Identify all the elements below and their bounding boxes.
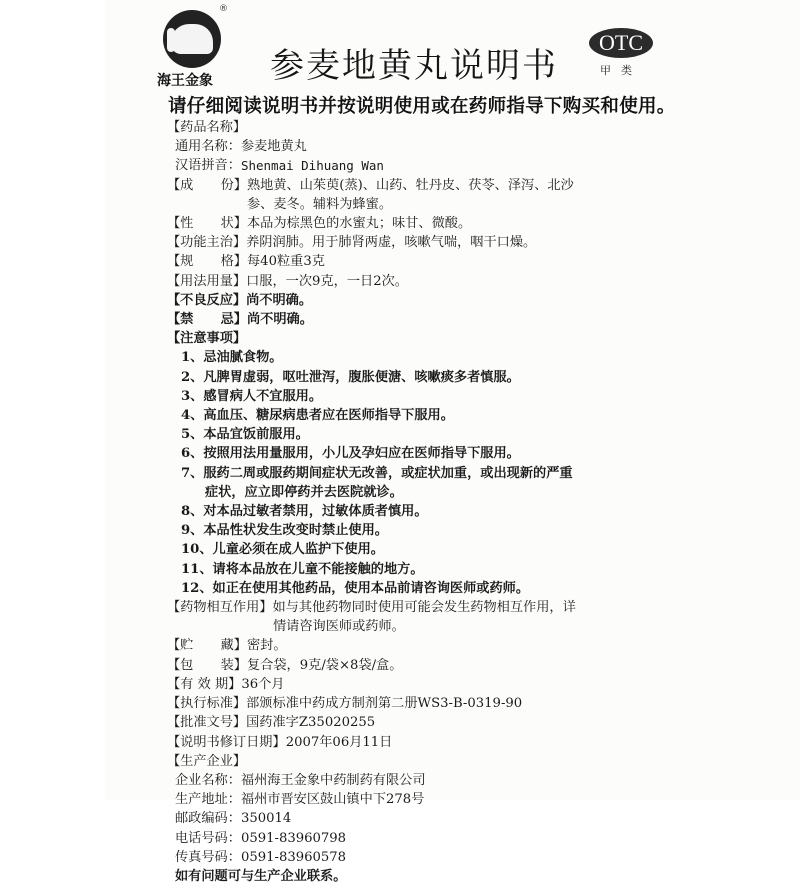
page-title: 参麦地黄丸说明书 bbox=[270, 46, 558, 86]
section-revision-date bbox=[167, 733, 707, 752]
adverse-reactions-text: 尚不明确。 bbox=[246, 292, 313, 308]
specification-text: 每40粒重3克 bbox=[247, 254, 325, 270]
section-validity bbox=[167, 675, 707, 694]
field-label: 汉语拼音： bbox=[175, 158, 241, 174]
properties-text: 本品为棕黑色的水蜜丸；味甘、微酸。 bbox=[247, 216, 472, 232]
precaution-item: 1、忌油腻食物。 bbox=[181, 350, 283, 366]
precaution-item: 3、感冒病人不宜服用。 bbox=[181, 388, 323, 404]
precaution-item-cont: 症状，应立即停药并去医院就诊。 bbox=[205, 484, 403, 500]
section-label: 【有 效 期】 bbox=[167, 676, 242, 692]
packaging-text: 复合袋，9克/袋×8袋/盒。 bbox=[247, 657, 403, 673]
section-label: 【贮 藏】 bbox=[167, 638, 247, 654]
interactions-text-cont: 情请咨询医师或药师。 bbox=[273, 619, 405, 635]
section-approval bbox=[167, 713, 707, 732]
dosage-text: 口服，一次9克，一日2次。 bbox=[246, 273, 408, 289]
generic-name: 参麦地黄丸 bbox=[240, 139, 307, 155]
postcode: 350014 bbox=[240, 811, 292, 827]
section-label: 【药物相互作用】 bbox=[167, 600, 273, 616]
section-adverse-reactions bbox=[167, 291, 707, 310]
section-label: 【药品名称】 bbox=[167, 120, 247, 135]
section-contraindications bbox=[167, 310, 707, 329]
precaution-item: 6、按照用法用量服用，小儿及孕妇应在医师指导下服用。 bbox=[181, 446, 520, 462]
section-packaging bbox=[167, 656, 707, 675]
section-label: 【批准文号】 bbox=[167, 715, 247, 731]
precaution-item: 4、高血压、糖尿病患者应在医师指导下服用。 bbox=[181, 408, 454, 424]
section-interactions bbox=[167, 598, 707, 636]
brand-name: 海王金象 bbox=[157, 73, 213, 89]
field-label: 传真号码： bbox=[175, 849, 241, 865]
precaution-item: 11、请将本品放在儿童不能接触的地方。 bbox=[181, 561, 424, 577]
section-dosage bbox=[167, 272, 707, 291]
precaution-item: 7、服药二周或服药期间症状无改善，或症状加重，或出现新的严重 bbox=[181, 465, 573, 481]
section-precautions bbox=[167, 329, 707, 598]
approval-number: 国药准字Z35020255 bbox=[246, 715, 376, 731]
precaution-item: 12、如正在使用其他药品，使用本品前请咨询医师或药师。 bbox=[181, 580, 530, 596]
otc-class-label: 甲类 bbox=[600, 64, 642, 77]
section-label: 【成 份】 bbox=[167, 177, 247, 193]
field-label: 邮政编码： bbox=[175, 811, 241, 827]
section-ingredients bbox=[167, 176, 707, 214]
field-label: 企业名称： bbox=[175, 772, 241, 788]
storage-text: 密封。 bbox=[247, 638, 287, 654]
standard-text: 部颁标准中药成方制剂第二册WS3-B-0319-90 bbox=[246, 696, 523, 712]
precaution-item: 2、凡脾胃虚弱，呕吐泄泻，腹胀便溏、咳嗽痰多者慎服。 bbox=[181, 369, 520, 385]
contraindications-text: 尚不明确。 bbox=[247, 312, 313, 328]
precaution-item: 8、对本品过敏者禁用，过敏体质者慎用。 bbox=[181, 504, 428, 520]
section-label: 【性 状】 bbox=[167, 216, 247, 232]
field-label: 通用名称： bbox=[175, 139, 241, 155]
otc-badge: OTC bbox=[589, 28, 653, 58]
elephant-body-icon bbox=[171, 24, 213, 54]
indications-text: 养阴润肺。用于肺肾两虚，咳嗽气喘，咽干口燥。 bbox=[246, 235, 537, 251]
phone-number: 0591-83960798 bbox=[240, 830, 347, 846]
precaution-item: 9、本品性状发生改变时禁止使用。 bbox=[181, 523, 388, 539]
company-name: 福州海王金象中药制药有限公司 bbox=[240, 772, 426, 788]
section-label: 【说明书修订日期】 bbox=[167, 734, 286, 750]
section-specification bbox=[167, 252, 707, 271]
section-storage bbox=[167, 636, 707, 655]
section-indications bbox=[167, 233, 707, 252]
fax-number: 0591-83960578 bbox=[240, 849, 347, 865]
section-drug-name bbox=[167, 118, 707, 176]
revision-date: 2007年06月11日 bbox=[285, 734, 393, 750]
precaution-item: 10、儿童必须在成人监护下使用。 bbox=[181, 542, 384, 558]
ingredients-text-cont: 参、麦冬。辅料为蜂蜜。 bbox=[247, 196, 393, 212]
interactions-text: 如与其他药物同时使用可能会发生药物相互作用，详 bbox=[272, 600, 576, 616]
field-label: 生产地址： bbox=[175, 792, 241, 808]
contact-note: 如有问题可与生产企业联系。 bbox=[175, 868, 347, 884]
registered-mark: ® bbox=[219, 4, 228, 14]
field-label: 电话号码： bbox=[175, 830, 241, 846]
pinyin-name: Shenmai Dihuang Wan bbox=[240, 158, 384, 174]
validity-text: 36个月 bbox=[241, 676, 285, 692]
ingredients-text: 熟地黄、山茱萸(蒸)、山药、牡丹皮、茯苓、泽泻、北沙 bbox=[247, 177, 574, 193]
section-standard bbox=[167, 694, 707, 713]
section-label: 【生产企业】 bbox=[167, 753, 247, 769]
section-label: 【规 格】 bbox=[167, 254, 247, 270]
section-label: 【不良反应】 bbox=[167, 292, 247, 308]
section-label: 【用法用量】 bbox=[167, 273, 247, 289]
section-properties bbox=[167, 214, 707, 233]
company-address: 福州市晋安区鼓山镇中下278号 bbox=[240, 792, 425, 808]
section-label: 【禁 忌】 bbox=[167, 312, 247, 328]
section-label: 【注意事项】 bbox=[167, 331, 247, 347]
section-label: 【执行标准】 bbox=[167, 696, 247, 712]
usage-notice: 请仔细阅读说明书并按说明使用或在药师指导下购买和使用。 bbox=[168, 96, 676, 117]
section-label: 【功能主治】 bbox=[167, 235, 247, 251]
leaflet-content bbox=[167, 118, 707, 886]
section-label: 【包 装】 bbox=[167, 657, 247, 673]
elephant-trunk-icon bbox=[167, 28, 175, 52]
section-manufacturer bbox=[167, 752, 707, 886]
brand-logo bbox=[157, 4, 228, 89]
precaution-item: 5、本品宜饭前服用。 bbox=[181, 427, 309, 443]
